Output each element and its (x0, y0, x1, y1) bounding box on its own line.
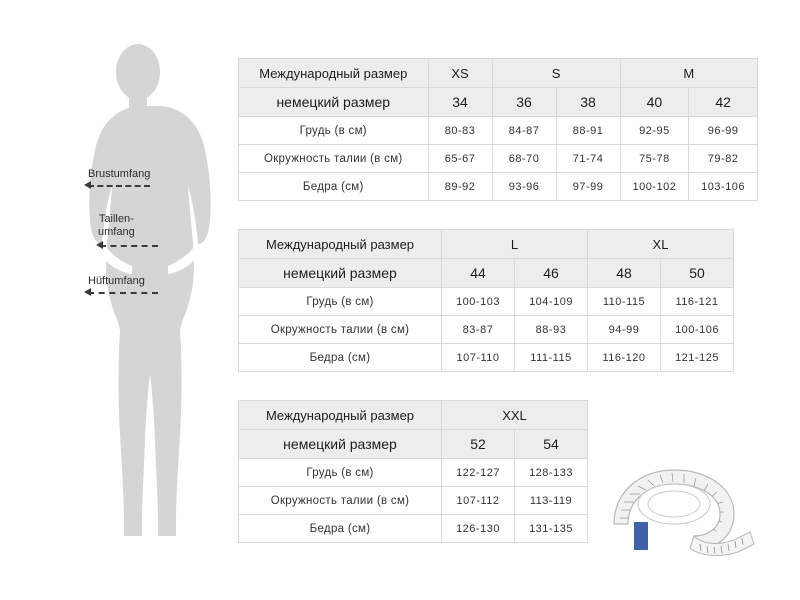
table-row (239, 88, 758, 117)
table-row (239, 459, 588, 487)
measure-label: Окружность талии (в см) (239, 487, 442, 515)
measure-value: 100-102 (620, 173, 689, 201)
table-row (239, 59, 758, 88)
german-size-value: 48 (588, 259, 661, 288)
measure-value: 131-135 (515, 515, 588, 543)
measure-value: 107-112 (442, 487, 515, 515)
bust-label: Brustumfang (88, 168, 151, 180)
body-figure (60, 30, 240, 550)
german-size-value: 34 (428, 88, 492, 117)
measure-value: 92-95 (620, 117, 689, 145)
measure-value: 71-74 (556, 145, 620, 173)
size-group-s: S (492, 59, 620, 88)
size-group-l: L (442, 230, 588, 259)
table-row (239, 259, 734, 288)
international-size-label: Международный размер (239, 401, 442, 430)
size-group-xl: XL (588, 230, 734, 259)
hip-label: Hüftumfang (88, 275, 145, 287)
measuring-tape-icon (604, 452, 764, 562)
measure-value: 94-99 (588, 316, 661, 344)
measure-value: 121-125 (661, 344, 734, 372)
table-row (239, 430, 588, 459)
measure-label: Бедра (см) (239, 515, 442, 543)
german-size-label: немецкий размер (239, 88, 429, 117)
table-row (239, 401, 588, 430)
bust-dash-line (88, 185, 150, 187)
german-size-value: 40 (620, 88, 689, 117)
measure-value: 84-87 (492, 117, 556, 145)
table-row (239, 288, 734, 316)
table-row (239, 344, 734, 372)
table-row (239, 117, 758, 145)
bust-arrow-icon (84, 181, 91, 189)
hip-arrow-icon (84, 288, 91, 296)
measure-value: 113-119 (515, 487, 588, 515)
measure-label: Бедра (см) (239, 173, 429, 201)
table-xs-m (238, 58, 758, 201)
german-size-value: 46 (515, 259, 588, 288)
waist-dash-line (100, 245, 158, 247)
german-size-value: 54 (515, 430, 588, 459)
measure-value: 68-70 (492, 145, 556, 173)
measure-label: Грудь (в см) (239, 117, 429, 145)
measure-value: 79-82 (689, 145, 758, 173)
german-size-label: немецкий размер (239, 259, 442, 288)
table-row (239, 173, 758, 201)
measure-value: 103-106 (689, 173, 758, 201)
hip-dash-line (88, 292, 158, 294)
measure-label: Грудь (в см) (239, 459, 442, 487)
german-size-value: 52 (442, 430, 515, 459)
measure-value: 88-91 (556, 117, 620, 145)
measure-value: 110-115 (588, 288, 661, 316)
measure-value: 100-103 (442, 288, 515, 316)
measure-label: Окружность талии (в см) (239, 145, 429, 173)
german-size-value: 44 (442, 259, 515, 288)
measure-value: 116-120 (588, 344, 661, 372)
waist-label (98, 213, 135, 238)
german-size-value: 50 (661, 259, 734, 288)
measure-value: 100-106 (661, 316, 734, 344)
measure-label: Бедра (см) (239, 344, 442, 372)
measure-value: 65-67 (428, 145, 492, 173)
waist-label-line2: umfang (98, 225, 135, 238)
measure-value: 126-130 (442, 515, 515, 543)
measure-value: 88-93 (515, 316, 588, 344)
measure-value: 128-133 (515, 459, 588, 487)
measure-value: 80-83 (428, 117, 492, 145)
table-row (239, 487, 588, 515)
size-group-xxl: XXL (442, 401, 588, 430)
german-size-value: 36 (492, 88, 556, 117)
german-size-value: 42 (689, 88, 758, 117)
international-size-label: Международный размер (239, 59, 429, 88)
table-row (239, 230, 734, 259)
measure-label: Окружность талии (в см) (239, 316, 442, 344)
waist-arrow-icon (96, 241, 103, 249)
table-row (239, 515, 588, 543)
measure-value: 93-96 (492, 173, 556, 201)
measure-value: 111-115 (515, 344, 588, 372)
measure-value: 83-87 (442, 316, 515, 344)
international-size-label: Международный размер (239, 230, 442, 259)
table-xxl (238, 400, 588, 543)
size-group-xs: XS (428, 59, 492, 88)
measure-value: 122-127 (442, 459, 515, 487)
table-row (239, 316, 734, 344)
waist-label-line1: Taillen- (98, 213, 134, 225)
german-size-value: 38 (556, 88, 620, 117)
measure-value: 107-110 (442, 344, 515, 372)
measure-value: 97-99 (556, 173, 620, 201)
measure-value: 116-121 (661, 288, 734, 316)
table-l-xl (238, 229, 734, 372)
german-size-label: немецкий размер (239, 430, 442, 459)
size-group-m: M (620, 59, 757, 88)
table-row (239, 145, 758, 173)
measure-value: 96-99 (689, 117, 758, 145)
measure-label: Грудь (в см) (239, 288, 442, 316)
measure-value: 75-78 (620, 145, 689, 173)
measure-value: 104-109 (515, 288, 588, 316)
measure-value: 89-92 (428, 173, 492, 201)
